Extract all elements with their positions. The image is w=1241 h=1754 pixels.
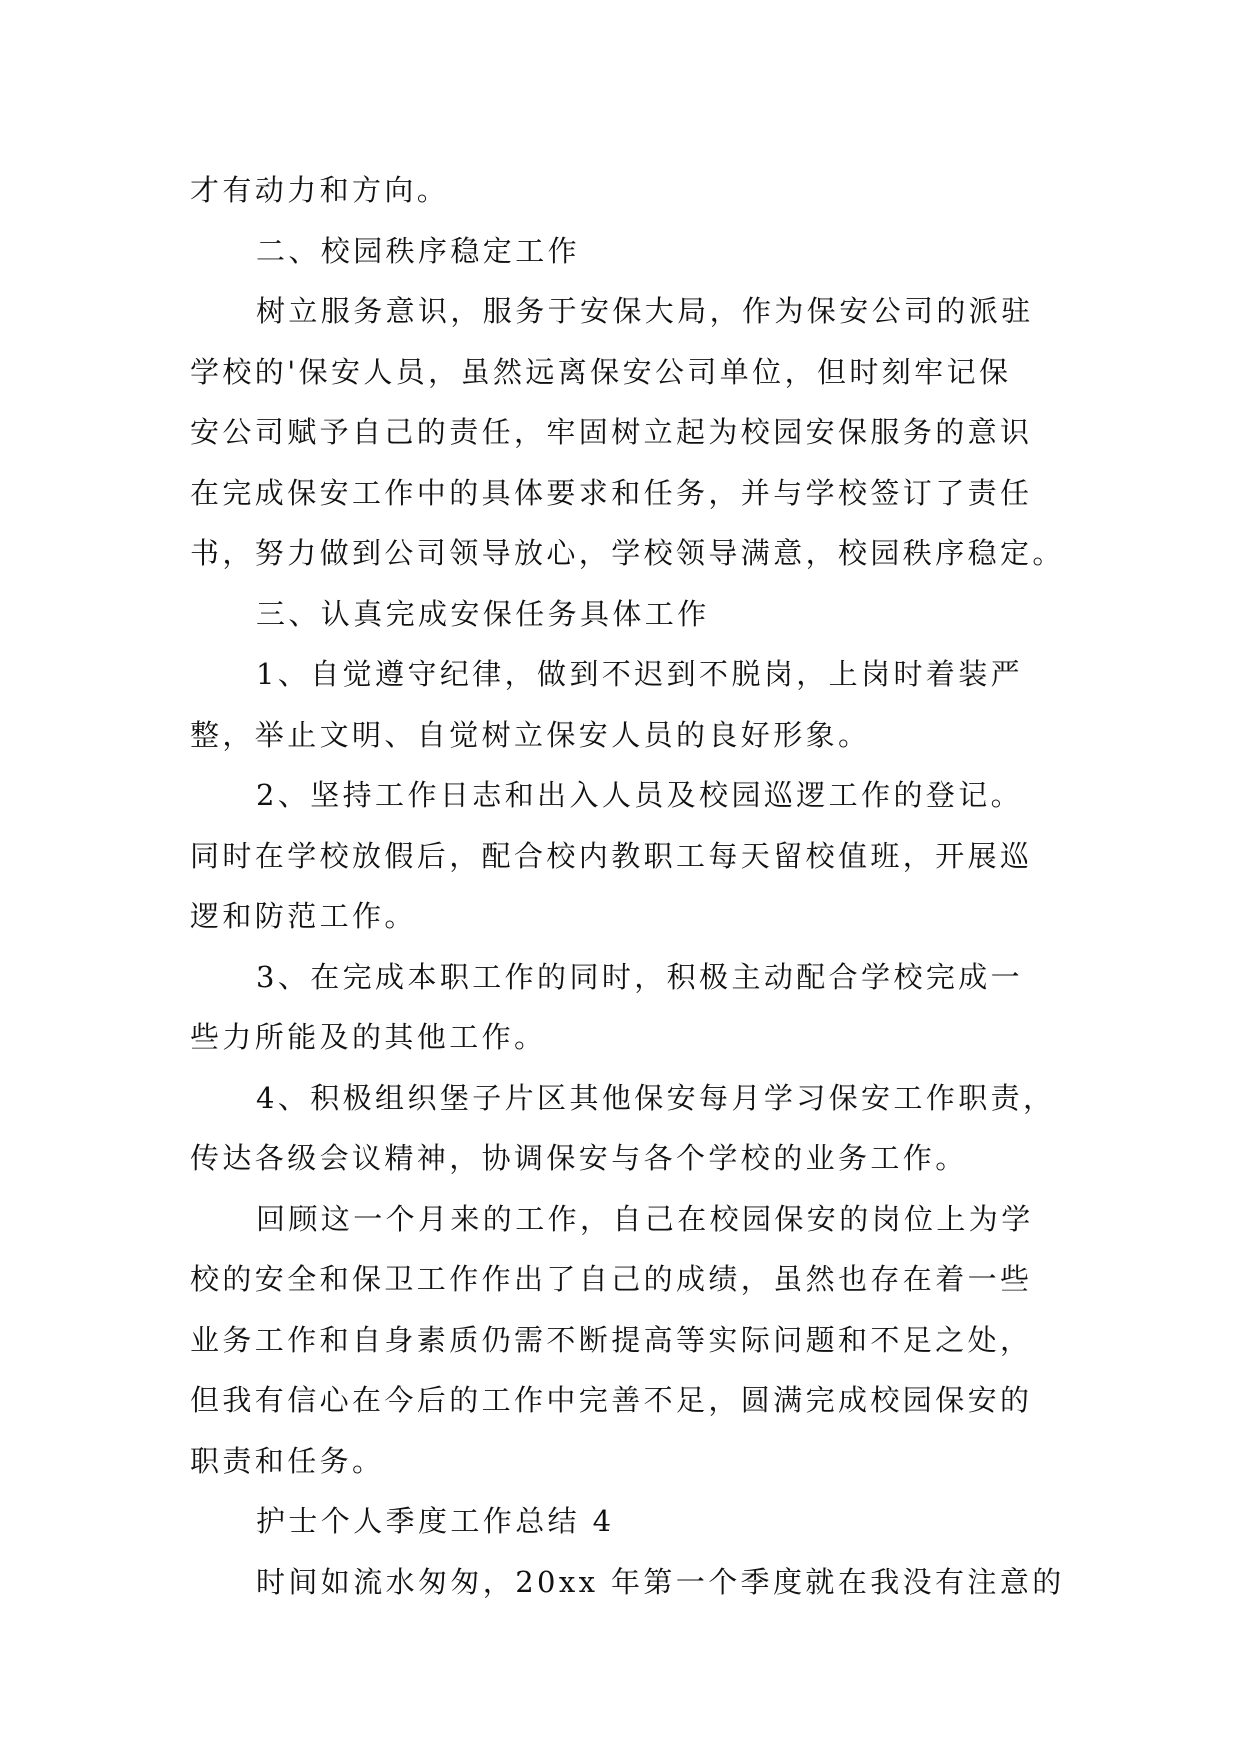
text-line: 传达各级会议精神，协调保安与各个学校的业务工作。 <box>190 1141 968 1175</box>
text-line: 3、在完成本职工作的同时，积极主动配合学校完成一 <box>256 959 1024 994</box>
text-line: 职责和任务。 <box>190 1443 385 1478</box>
document-body <box>190 160 1065 1612</box>
text-line: 安公司赋予自己的责任，牢固树立起为校园安保服务的意识 <box>190 415 1033 449</box>
text-line: 才有动力和方向。 <box>190 173 450 207</box>
section-heading: 二、校园秩序稳定工作 <box>256 233 581 268</box>
text-line: 1、自觉遵守纪律，做到不迟到不脱岗，上岗时着装严 <box>256 657 1024 691</box>
text-line: 校的安全和保卫工作作出了自己的成绩，虽然也存在着一些 <box>190 1262 1033 1296</box>
document-title: 护士个人季度工作总结 4 <box>256 1504 615 1538</box>
text-line: 些力所能及的其他工作。 <box>190 1020 547 1054</box>
text-line: 业务工作和自身素质仍需不断提高等实际问题和不足之处， <box>190 1322 1033 1357</box>
text-line: 逻和防范工作。 <box>190 899 417 933</box>
text-line: 同时在学校放假后，配合校内教职工每天留校值班，开展巡 <box>190 838 1033 873</box>
text-line: 在完成保安工作中的具体要求和任务，并与学校签订了责任 <box>190 475 1033 510</box>
text-line: 整，举止文明、自觉树立保安人员的良好形象。 <box>190 717 871 752</box>
text-line: 但我有信心在今后的工作中完善不足，圆满完成校园保安的 <box>190 1383 1033 1417</box>
text-line: 学校的'保安人员，虽然远离保安公司单位，但时刻牢记保 <box>190 354 1012 389</box>
text-line: 树立服务意识，服务于安保大局，作为保安公司的派驻 <box>256 294 1034 328</box>
text-line: 时间如流水匆匆，20xx 年第一个季度就在我没有注意的 <box>256 1564 1065 1599</box>
text-line: 2、坚持工作日志和出入人员及校园巡逻工作的登记。 <box>256 778 1024 812</box>
section-heading: 三、认真完成安保任务具体工作 <box>256 596 710 631</box>
text-line: 回顾这一个月来的工作，自己在校园保安的岗位上为学 <box>256 1201 1034 1236</box>
text-line: 书，努力做到公司领导放心，学校领导满意，校园秩序稳定。 <box>190 536 1065 570</box>
text-line: 4、积极组织堡子片区其他保安每月学习保安工作职责， <box>256 1080 1056 1115</box>
